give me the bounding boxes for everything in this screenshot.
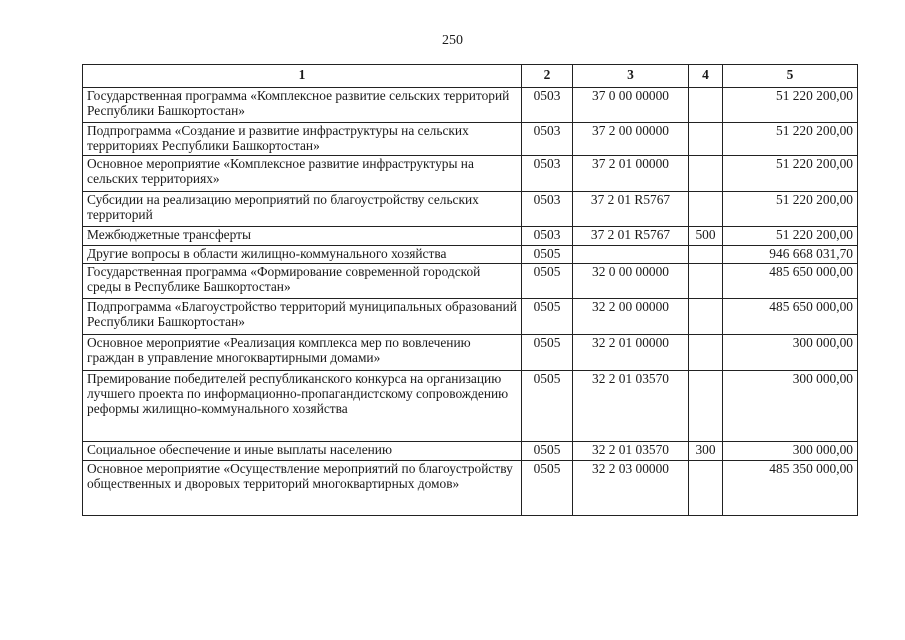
- table-row: [83, 299, 858, 335]
- row-expense-type: [689, 461, 723, 516]
- row-name: Другие вопросы в области жилищно-коммунального хозяйства: [83, 246, 522, 264]
- row-section-code: 0505: [522, 461, 573, 516]
- row-target-article: 32 2 00 00000: [573, 299, 689, 335]
- column-header-amount: 5: [723, 65, 858, 88]
- row-name: Основное мероприятие «Комплексное развитие инфраструктуры на сельских территориях»: [83, 156, 522, 192]
- table-row: [83, 123, 858, 156]
- table-row: [83, 461, 858, 516]
- column-header-section: 2: [522, 65, 573, 88]
- row-name: Государственная программа «Формирование современной городской среды в Республике Башкортостан»: [83, 264, 522, 299]
- row-name: Межбюджетные трансферты: [83, 227, 522, 246]
- row-target-article: 37 2 01 R5767: [573, 227, 689, 246]
- row-amount: 300 000,00: [723, 335, 858, 371]
- table-row: [83, 246, 858, 264]
- row-section-code: 0505: [522, 442, 573, 461]
- row-section-code: 0505: [522, 371, 573, 442]
- row-expense-type: [689, 88, 723, 123]
- row-expense-type: [689, 299, 723, 335]
- row-expense-type: [689, 371, 723, 442]
- row-expense-type: [689, 335, 723, 371]
- row-amount: 485 650 000,00: [723, 264, 858, 299]
- row-section-code: 0503: [522, 227, 573, 246]
- row-target-article: 32 2 03 00000: [573, 461, 689, 516]
- column-header-expense-type: 4: [689, 65, 723, 88]
- table-header-row: [83, 65, 858, 88]
- table-row: [83, 156, 858, 192]
- row-expense-type: 500: [689, 227, 723, 246]
- table-row: [83, 371, 858, 442]
- row-name: Подпрограмма «Благоустройство территорий муниципальных образований Республики Башкортостан»: [83, 299, 522, 335]
- row-target-article: 37 2 01 R5767: [573, 192, 689, 227]
- table-row: [83, 335, 858, 371]
- row-section-code: 0505: [522, 264, 573, 299]
- row-amount: 51 220 200,00: [723, 192, 858, 227]
- column-header-target-article: 3: [573, 65, 689, 88]
- row-amount: 485 350 000,00: [723, 461, 858, 516]
- table-row: [83, 192, 858, 227]
- row-section-code: 0503: [522, 123, 573, 156]
- row-section-code: 0503: [522, 156, 573, 192]
- table-row: [83, 264, 858, 299]
- row-target-article: 32 2 01 03570: [573, 371, 689, 442]
- row-expense-type: [689, 246, 723, 264]
- row-target-article: 32 0 00 00000: [573, 264, 689, 299]
- row-name: Премирование победителей республиканского конкурса на организацию лучшего проекта по информационно-пропагандистскому сопровождению реформы жилищно-коммунального хозяйства: [83, 371, 522, 442]
- row-amount: 485 650 000,00: [723, 299, 858, 335]
- row-target-article: 37 2 01 00000: [573, 156, 689, 192]
- row-target-article: 37 0 00 00000: [573, 88, 689, 123]
- row-target-article: 32 2 01 03570: [573, 442, 689, 461]
- column-header-name: 1: [83, 65, 522, 88]
- row-amount: 946 668 031,70: [723, 246, 858, 264]
- row-amount: 300 000,00: [723, 371, 858, 442]
- row-expense-type: [689, 156, 723, 192]
- table-row: [83, 442, 858, 461]
- row-section-code: 0505: [522, 299, 573, 335]
- budget-table: [82, 64, 858, 516]
- row-section-code: 0505: [522, 246, 573, 264]
- row-expense-type: [689, 123, 723, 156]
- row-name: Основное мероприятие «Осуществление мероприятий по благоустройству общественных и дворовых территорий многоквартирных домов»: [83, 461, 522, 516]
- row-target-article: [573, 246, 689, 264]
- row-name: Государственная программа «Комплексное развитие сельских территорий Республики Башкортостан»: [83, 88, 522, 123]
- row-amount: 51 220 200,00: [723, 88, 858, 123]
- row-name: Основное мероприятие «Реализация комплекса мер по вовлечению граждан в управление многоквартирными домами»: [83, 335, 522, 371]
- table-row: [83, 88, 858, 123]
- row-expense-type: 300: [689, 442, 723, 461]
- row-expense-type: [689, 264, 723, 299]
- row-amount: 51 220 200,00: [723, 227, 858, 246]
- row-expense-type: [689, 192, 723, 227]
- row-section-code: 0503: [522, 192, 573, 227]
- row-section-code: 0503: [522, 88, 573, 123]
- row-amount: 51 220 200,00: [723, 123, 858, 156]
- page-number: 250: [442, 33, 463, 48]
- row-name: Субсидии на реализацию мероприятий по благоустройству сельских территорий: [83, 192, 522, 227]
- row-target-article: 37 2 00 00000: [573, 123, 689, 156]
- row-target-article: 32 2 01 00000: [573, 335, 689, 371]
- row-amount: 300 000,00: [723, 442, 858, 461]
- row-section-code: 0505: [522, 335, 573, 371]
- row-name: Подпрограмма «Создание и развитие инфраструктуры на сельских территориях Республики Башкортостан»: [83, 123, 522, 156]
- row-name: Социальное обеспечение и иные выплаты населению: [83, 442, 522, 461]
- row-amount: 51 220 200,00: [723, 156, 858, 192]
- table-row: [83, 227, 858, 246]
